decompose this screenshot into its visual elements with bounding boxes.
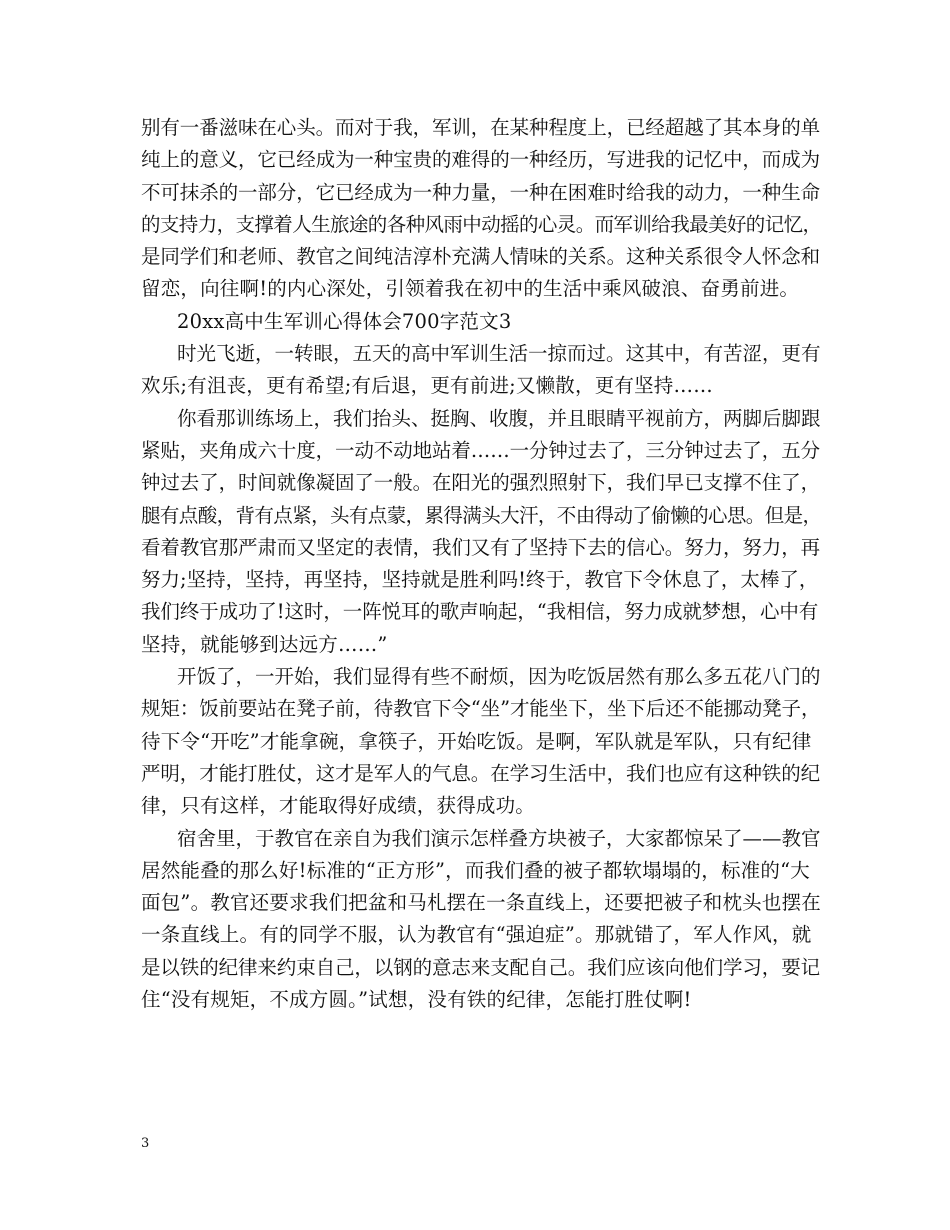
text-line: 严明，才能打胜仗，这才是军人的气息。在学习生活中，我们也应有这种铁的纪 (141, 761, 821, 785)
text-line: 纯上的意义，它已经成为一种宝贵的难得的一种经历，写进我的记忆中，而成为 (141, 148, 821, 172)
text-line: 宿舍里，于教官在亲自为我们演示怎样叠方块被子，大家都惊呆了——教官 (177, 826, 821, 850)
text-line: 住“没有规矩，不成方圆。”试想，没有铁的纪律，怎能打胜仗啊! (141, 988, 692, 1012)
text-line: 的支持力，支撑着人生旅途的各种风雨中动摇的心灵。而军训给我最美好的记忆， (141, 212, 822, 236)
text-line: 是同学们和老师、教官之间纯洁淳朴充满人情味的关系。这种关系很令人怀念和 (141, 245, 821, 269)
text-line: 努力;坚持，坚持，再坚持，坚持就是胜利吗!终于，教官下令休息了，太棒了， (141, 568, 819, 592)
text-line: 我们终于成功了!这时，一阵悦耳的歌声响起，“我相信，努力成就梦想，心中有 (141, 600, 819, 624)
text-line: 欢乐;有沮丧，更有希望;有后退，更有前进;又懒散，更有坚持…… (141, 374, 713, 398)
text-line: 时光飞逝，一转眼，五天的高中军训生活一掠而过。这其中，有苦涩，更有 (177, 342, 821, 366)
text-line: 居然能叠的那么好!标准的“正方形”，而我们叠的被子都软塌塌的，标准的“大 (141, 858, 810, 882)
text-line: 坚持，就能够到达远方……” (141, 632, 388, 656)
text-line: 看着教官那严肃而又坚定的表情，我们又有了坚持下去的信心。努力，努力，再 (141, 535, 821, 559)
text-line: 别有一番滋味在心头。而对于我，军训，在某种程度上，已经超越了其本身的单 (141, 116, 821, 139)
text-line: 不可抹杀的一部分，它已经成为一种力量，一种在困难时给我的动力，一种生命 (141, 180, 821, 204)
page-number: 3 (141, 1136, 150, 1151)
text-line: 律，只有这样，才能取得好成绩，获得成功。 (141, 794, 536, 818)
text-line: 留恋，向往啊!的内心深处，引领着我在初中的生活中乘风破浪、奋勇前进。 (141, 277, 800, 301)
text-line: 规矩：饭前要站在凳子前，待教官下令“坐”才能坐下，坐下后还不能挪动凳子， (141, 697, 821, 721)
text-line: 腿有点酸，背有点紧，头有点蒙，累得满头大汗，不由得动了偷懒的心思。但是， (141, 503, 822, 527)
section-heading: 20xx高中生军训心得体会700字范文3 (177, 309, 512, 333)
body-text (141, 112, 821, 1016)
text-line: 一条直线上。有的同学不服，认为教官有“强迫症”。那就错了，军人作风，就 (141, 923, 812, 947)
text-line: 你看那训练场上，我们抬头、挺胸、收腹，并且眼睛平视前方，两脚后脚跟 (177, 406, 821, 430)
text-line: 是以铁的纪律来约束自己，以钢的意志来支配自己。我们应该向他们学习，要记 (141, 955, 821, 979)
text-line: 钟过去了，时间就像凝固了一般。在阳光的强烈照射下，我们早已支撑不住了， (141, 471, 821, 495)
text-line: 紧贴，夹角成六十度，一动不动地站着……一分钟过去了，三分钟过去了，五分 (141, 438, 821, 462)
text-line: 待下令“开吃”才能拿碗，拿筷子，开始吃饭。是啊，军队就是军队，只有纪律 (141, 729, 812, 753)
text-line: 面包”。教官还要求我们把盆和马札摆在一条直线上，还要把被子和枕头也摆在 (141, 891, 821, 915)
text-line: 开饭了，一开始，我们显得有些不耐烦，因为吃饭居然有那么多五花八门的 (177, 665, 821, 689)
